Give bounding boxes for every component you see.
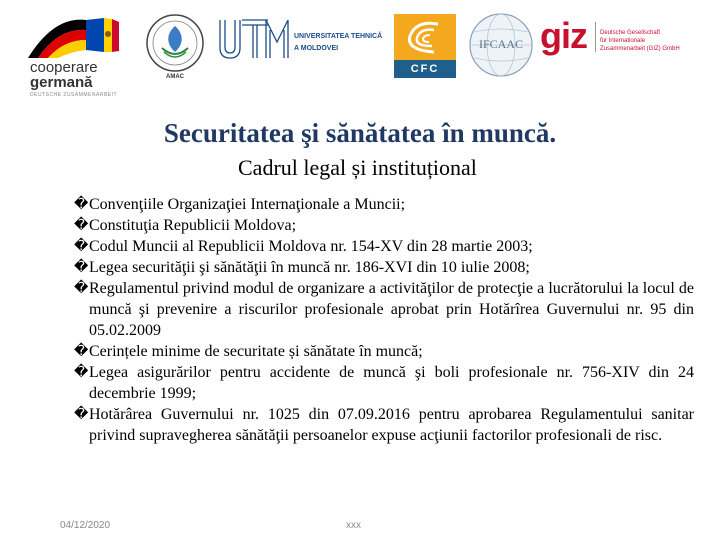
giz-name-line1: Deutsche Gesellschaft: [600, 30, 661, 36]
list-item: [74, 236, 694, 257]
footer-text: xxx: [346, 520, 361, 531]
list-item-text: Hotărârea Guvernului nr. 1025 din 07.09.2016 pentru aprobarea Regulamentului sanitar privind supravegherea sănătăţii persoanelor expuse acţiunii factorilor profesionali de risc.: [89, 406, 694, 444]
list-item-text: Legea securităţii şi sănătăţii în muncă nr. 186-XVI din 10 iulie 2008;: [89, 259, 530, 276]
german-cooperation-line2: germană: [30, 74, 93, 91]
german-cooperation-subline: DEUTSCHE ZUSAMMENARBEIT: [30, 92, 118, 98]
list-item: [74, 215, 694, 236]
bullet-icon: �: [74, 217, 89, 233]
list-item-text: Legea asigurărilor pentru accidente de muncă şi boli profesionale nr. 756-XIV din 24 decembrie 1999;: [89, 364, 694, 402]
list-item: [74, 257, 694, 278]
list-item: [74, 194, 694, 215]
list-item-text: Cerințele minime de securitate și sănătate în muncă;: [89, 343, 423, 360]
ifcaac-logo: [468, 12, 534, 78]
german-cooperation-logo: [6, 14, 136, 96]
list-item-text: Codul Muncii al Republicii Moldova nr. 154-XV din 28 martie 2003;: [89, 238, 533, 255]
giz-wordmark: giz: [540, 15, 587, 56]
amac-label: AMAC: [166, 74, 184, 80]
legal-framework-list: [74, 194, 694, 446]
cfc-logo: [394, 14, 456, 78]
bullet-icon: �: [74, 364, 89, 380]
cfc-swirl-icon: [394, 14, 456, 60]
utm-name-line2: A MOLDOVEI: [294, 45, 339, 52]
bullet-icon: �: [74, 196, 89, 212]
utm-logo: [216, 14, 383, 74]
bullet-icon: �: [74, 238, 89, 254]
ifcaac-label: IFCAAC: [478, 37, 523, 51]
bullet-icon: �: [74, 406, 89, 422]
bullet-icon: �: [74, 259, 89, 275]
list-item-text: Convenţiile Organizaţiei Internaţionale a Muncii;: [89, 196, 406, 213]
cfc-label: CFC: [394, 60, 456, 78]
list-item-text: Constituţia Republicii Moldova;: [89, 217, 297, 234]
german-cooperation-line1: cooperare: [30, 59, 98, 76]
logo-strip: [0, 0, 720, 100]
list-item-text: Regulamentul privind modul de organizare a activităţilor de protecţie a lucrătorului la locul de muncă şi prevenire a riscurilor profesionale aprobat prin Hotărîrea Guvernului nr. 95 din 05.02.2009: [89, 280, 694, 339]
slide-subtitle: Cadrul legal și instituțional: [238, 155, 477, 180]
list-item: [74, 341, 694, 362]
slide-title: Securitatea şi sănătatea în muncă.: [163, 118, 557, 148]
giz-name-line2: für Internationale: [600, 38, 646, 44]
bullet-icon: �: [74, 343, 89, 359]
bullet-icon: �: [74, 280, 89, 296]
giz-name-line3: Zusammenarbeit (GIZ) GmbH: [600, 46, 680, 52]
list-item: [74, 278, 694, 341]
giz-divider: [595, 22, 596, 52]
utm-name-line1: UNIVERSITATEA TEHNICĂ: [294, 33, 383, 40]
amac-emblem-icon: [144, 12, 206, 74]
utm-letters-icon: [216, 14, 292, 64]
flags-icon: [24, 14, 120, 62]
list-item: [74, 362, 694, 404]
list-item: [74, 404, 694, 446]
giz-logo: [540, 16, 716, 66]
amac-logo: [144, 12, 206, 82]
footer-date: 04/12/2020: [60, 520, 111, 531]
